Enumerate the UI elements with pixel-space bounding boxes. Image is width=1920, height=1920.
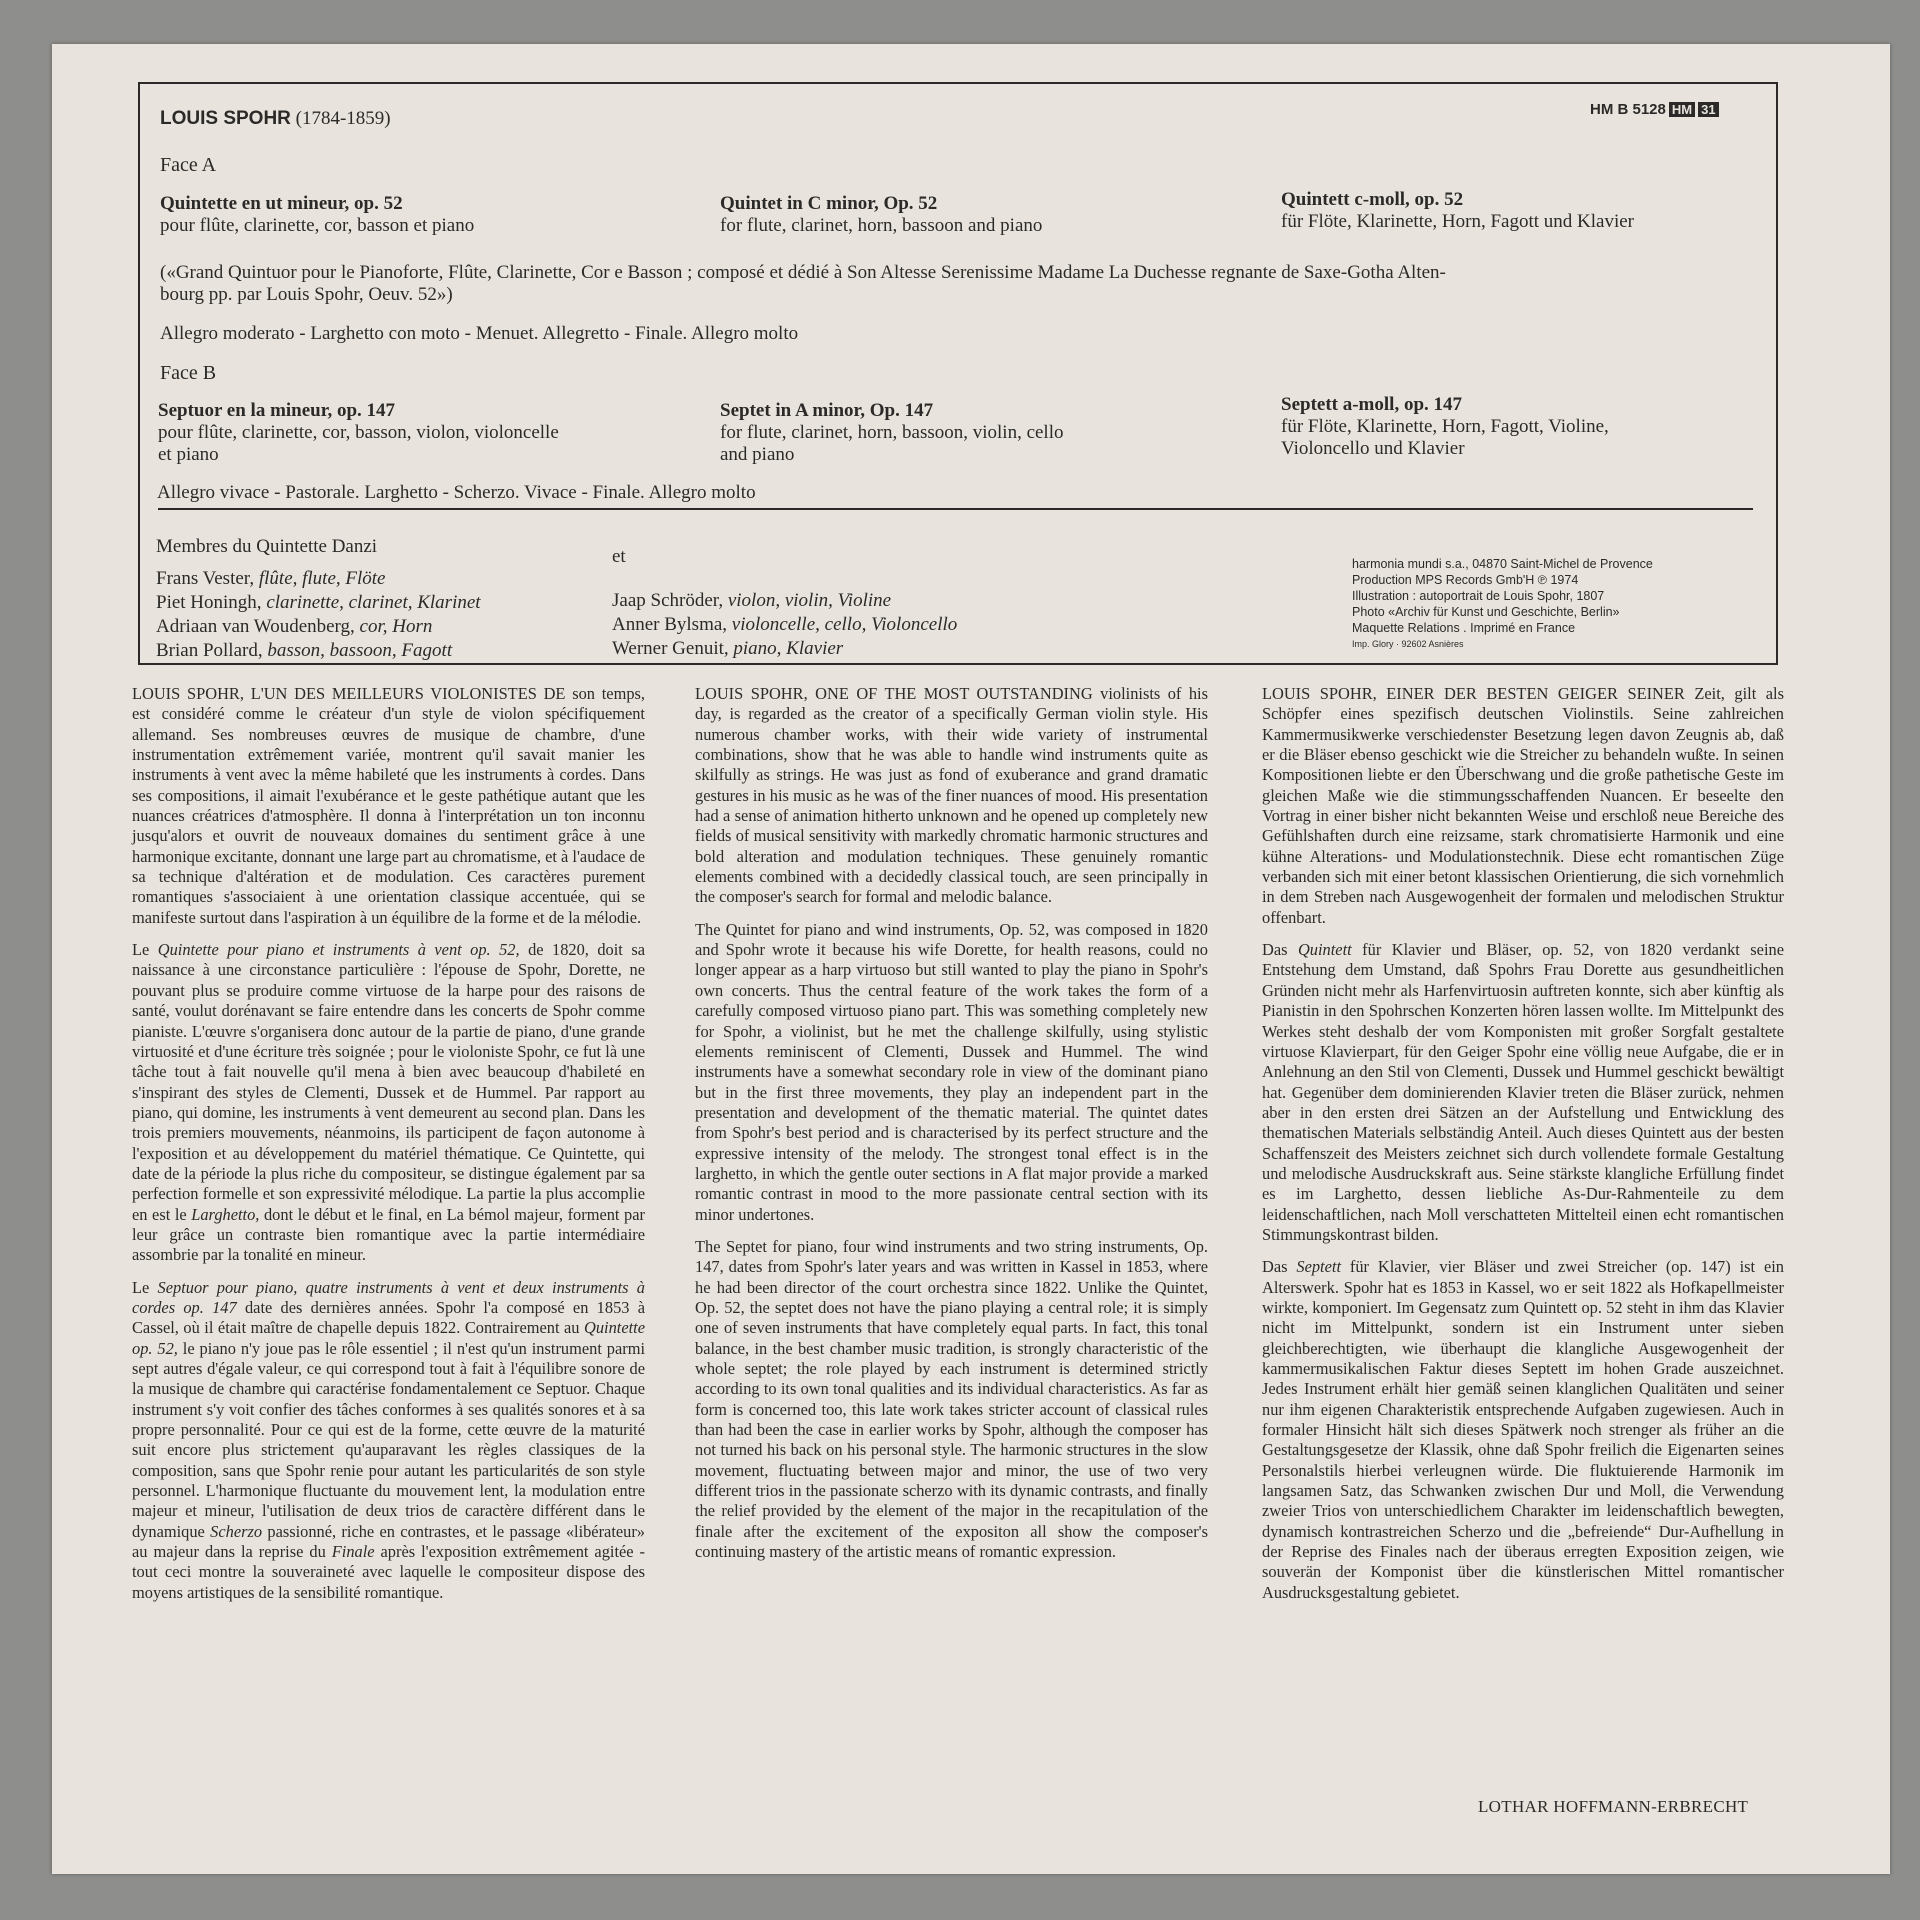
work-instrumentation-cont: and piano (720, 444, 795, 465)
notes-column-english (695, 684, 1208, 1574)
paragraph: The Septet for piano, four wind instruments and two string instruments, Op. 147, dates from Spohr's later years and was written in Kassel in 1853, where he had been director of the court orchestra since 1822. Unlike the Quintet, Op. 52, the septet does not have the piano playing a central role; it is simply one of seven instruments that have completely equal parts. In fact, this tonal balance, in the best chamber music tradition, is strongly characteristic of the whole septet; the role played by each instrument is determined strictly according to its own tonal qualities and its individual characteristics. As far as form is concerned too, this late work takes stricter account of classical rules than had been the case in earlier works by Spohr, although the composer has not turned his back on his personal style. The harmonic structures in the slow movement, fluctuating between major and minor, the use of two very different trios in the passionate scherzo with its dynamic contrasts, and finally the relief provided by the element of the major in the recapitulation of the finale after the excitement of the expositon all show the composer's continuing mastery of the artistic means of romantic expression. (695, 1236, 1208, 1562)
credit-line: Maquette Relations . Imprimé en France (1352, 621, 1576, 635)
catalog-code: HM B 5128 (1590, 101, 1666, 118)
credit-line: Production MPS Records Gmb'H ℗ 1974 (1352, 573, 1579, 587)
production-credits (1352, 556, 1653, 652)
face-a-work-de (1281, 189, 1634, 233)
paragraph: LOUIS SPOHR, EINER DER BESTEN GEIGER SEINER Zeit, gilt als Schöpfer eines spezifisch deutschen Violinstils. Seine zahlreichen Kammermusikwerke verschiedenster Besetzung legen davon Zeugnis ab, daß er die Bläser ebenso geschickt wie die Streicher zu behandeln wußte. In seinen Kompositionen liebte er den Überschwang und die große pathetische Geste im gleichen Maße wie die stimmungsschaffenden Nuancen. Er beseelte den Vortrag in einer bisher nicht bekannten Weise und erschloß neue Bereiche des Gefühlshaften durch eine reizsame, stark chromatisierte Harmonik und eine kühne Alterations- und Modulationstechnik. Diese echt romantischen Züge verbanden sich mit einer betont klassischen Orientierung, die sich vornehmlich in dem Streben nach Ausgewogenheit der formalen und melodischen Struktur offenbart. (1262, 684, 1784, 927)
work-instrumentation: für Flöte, Klarinette, Horn, Fagott, Violine, (1281, 416, 1609, 437)
face-b-movements: Allegro vivace - Pastorale. Larghetto - Scherzo. Vivace - Finale. Allegro molto (157, 482, 756, 503)
paragraph: The Quintet for piano and wind instruments, Op. 52, was composed in 1820 and Spohr wrote it because his wife Dorette, for health reasons, could no longer appear as a harp virtuoso but still wanted to play the piano in Spohr's own concerts. Thus the central feature of the work takes the form of a carefully composed virtuoso piano part. This was something completely new for Spohr, a violinist, but he met the challenge skilfully, using stylistic elements reminiscent of Clementi, Dussek and Hummel. The wind instruments have a somewhat secondary role in view of the dominant piano but in the first three movements, they play an independent part in the presentation and development of the thematic material. The quintet dates from Spohr's best period and is characterised by its perfect structure and the expressive intensity of the melody. The strongest tonal effect is in the larghetto, in which the gentle outer sections in A flat major provide a marked romantic contrast in mood to the more passionate central section with its minor undertones. (695, 919, 1208, 1224)
composer-name: LOUIS SPOHR (160, 108, 291, 129)
work-title: Quintet in C minor, Op. 52 (720, 193, 938, 214)
work-instrumentation: pour flûte, clarinette, cor, basson, violon, violoncelle (158, 422, 559, 443)
face-b-label: Face B (160, 362, 217, 384)
face-a-movements: Allegro moderato - Larghetto con moto - Menuet. Allegretto - Finale. Allegro molto (160, 323, 799, 344)
face-a-work-en (720, 193, 1042, 237)
performer: Brian Pollard, basson, bassoon, Fagott (156, 640, 453, 661)
hm-series-number: 31 (1698, 102, 1718, 117)
composer-dates: (1784-1859) (295, 108, 391, 129)
work-title: Quintette en ut mineur, op. 52 (160, 193, 403, 214)
notes-column-french (132, 684, 645, 1615)
notes-column-german (1262, 684, 1784, 1615)
author-signature: LOTHAR HOFFMANN-ERBRECHT (1478, 1797, 1749, 1816)
face-a-work-fr (160, 193, 474, 237)
performers-list-left (156, 567, 481, 663)
work-instrumentation: for flute, clarinet, horn, bassoon, violin, cello (720, 422, 1064, 443)
hm-logo-icon: HM (1669, 102, 1695, 117)
performers-list-right (612, 589, 957, 661)
work-instrumentation: pour flûte, clarinette, cor, basson et piano (160, 215, 475, 236)
credit-line: Imp. Glory · 92602 Asnières (1352, 639, 1464, 649)
work-instrumentation: für Flöte, Klarinette, Horn, Fagott und Klavier (1281, 211, 1635, 232)
face-b-work-en (720, 400, 1064, 466)
performer: Jaap Schröder, violon, violin, Violine (612, 590, 892, 611)
paragraph: Das Septett für Klavier, vier Bläser und zwei Streicher (op. 147) ist ein Alterswerk. Spohr hat es 1853 in Kassel, wo er seit 1822 als Hofkapellmeister wirkte, komponiert. Im Gegensatz zum Quintett op. 52 steht in ihm das Klavier nicht im Mittelpunkt, sondern ist ein Instrument unter sieben gleichberechtigten, wie überhaupt die klangliche Ausgewogenheit der kammermusikalischen Faktur dieses Septett im hohen Grade auszeichnet. Jedes Instrument erhält hier gemäß seinen klanglichen Qualitäten und seiner nur ihm eigenen Charakteristik entsprechende Aufgaben zugewiesen. Auch in formaler Hinsicht hält sich dieses Spätwerk noch strenger als früher an die Gestaltungsgesetze der Klassik, ohne daß Spohr freilich die Eigenarten seines Personalstils hierbei verleugnen würde. Die fluktuierende Harmonik im langsamen Satz, das Schwanken zwischen Dur und Moll, die Verwendung zweier Trios von unterschiedlichem Charakter im leidenschaftlich bewegten, dynamisch kontrastreichen Scherzo und die „befreiende“ Dur-Aufhellung in der Reprise des Finales nach der überaus erregten Exposition zeigen, wie souverän der Komponist über die künstlerischen Mittel romantischer Ausdrucksgestaltung gebietet. (1262, 1257, 1784, 1602)
face-b-work-de (1281, 394, 1609, 460)
paragraph: Le Quintette pour piano et instruments à vent op. 52, de 1820, doit sa naissance à une circonstance particulière : l'épouse de Spohr, Dorette, ne pouvant plus se produire comme virtuose de la harpe pour des raisons de santé, voulut dorénavant se faire entendre dans les concerts de Spohr comme pianiste. L'œuvre s'organisera donc autour de la partie de piano, d'une grande virtuosité et d'une écriture très soignée ; pour le violoniste Spohr, ce fut là une tâche tout à fait nouvelle qu'il mena à bien avec beaucoup d'habileté en s'inspirant des styles de Clementi, Dussek et de Hummel. Par rapport au piano, qui domine, les instruments à vent demeurent au second plan. Dans les trois premiers mouvements, néanmoins, ils participent de façon autonome à l'exposition et au développement du matériel thématique. Ce Quintette, qui date de la période la plus riche du compositeur, se distingue également par sa perfection formelle et son expressivité mélodique. La partie la plus accomplie en est le Larghetto, dont le début et le final, en La bémol majeur, forment par leur grâce un contraste bien romantique avec la partie intermédiaire assombrie par la tonalité en mineur. (132, 940, 645, 1265)
performer: Werner Genuit, piano, Klavier (612, 638, 844, 659)
performer: Frans Vester, flûte, flute, Flöte (156, 568, 386, 589)
credit-line: Photo «Archiv für Kunst und Geschichte, Berlin» (1352, 605, 1620, 619)
work-title: Quintett c-moll, op. 52 (1281, 189, 1464, 210)
composer-heading (160, 108, 391, 130)
divider (158, 508, 1753, 510)
work-title: Septuor en la mineur, op. 147 (158, 400, 396, 421)
performer: Adriaan van Woudenberg, cor, Horn (156, 616, 433, 637)
performer: Anner Bylsma, violoncelle, cello, Violoncello (612, 614, 958, 635)
work-title: Septett a-moll, op. 147 (1281, 394, 1463, 415)
paragraph: Das Quintett für Klavier und Bläser, op. 52, von 1820 verdankt seine Entstehung dem Umstand, daß Spohrs Frau Dorette aus gesundheitlichen Gründen nicht mehr als Harfenvirtuosin auftreten konnte, sich aber künftig als Pianistin in den Spohrschen Konzerten hören lassen wollte. Im Mittelpunkt des Werkes steht deshalb der vom Komponisten mit großer Sorgfalt gestaltete virtuose Klavierpart, für den Geiger Spohr eine völlig neue Aufgabe, die er in Anlehnung an den Stil von Clementi, Dussek und Hummel geschickt bewältigt hat. Gegenüber dem dominierenden Klavier treten die Bläser zurück, nehmen aber in den ersten drei Sätzen an der Aufstellung und Entwicklung des thematischen Materials selbständig Anteil. Auch dieses Quintett aus der besten Schaffenszeit des Meisters zeichnet sich durch vollendete formale Gestaltung und melodische Ausdruckskraft aus. Seine stärkste klangliche Erfüllung findet es im Larghetto, dessen liebliche As-Dur-Rahmenteile zu dem leidenschaftlichen, nach Moll verschatteten Mittelteil einen echt romantischen Stimmungskontrast bilden. (1262, 940, 1784, 1244)
performer: Piet Honingh, clarinette, clarinet, Klarinet (156, 592, 481, 613)
face-a-dedication-line1: («Grand Quintuor pour le Pianoforte, Flûte, Clarinette, Cor e Basson ; composé et dédié à Son Altesse Serenissime Madame La Duchesse regnante de Saxe-Gotha Alten- (160, 262, 1446, 283)
face-a-dedication-line2: bourg pp. par Louis Spohr, Oeuv. 52») (160, 284, 453, 305)
paragraph: Le Septuor pour piano, quatre instruments à vent et deux instruments à cordes op. 147 date des dernières années. Spohr l'a composé en 1853 à Cassel, où il était maître de chapelle depuis 1822. Contrairement au Quintette op. 52, le piano n'y joue pas le rôle essentiel ; il n'est qu'un instrument parmi sept autres d'égale valeur, ce qui correspond tout à fait à l'équilibre sonore de la musique de chambre qui caractérise fondamentalement ce Septuor. Chaque instrument s'y voit confier des tâches conformes à ses qualités sonores et à sa propre personnalité. Pour ce qui est de la forme, cette œuvre de la maturité suit encore plus strictement qu'auparavant les règles classiques de la composition, sans que Spohr renie pour autant les particularités de son style personnel. L'harmonique fluctuante du mouvement lent, la modulation entre majeur et mineur, l'utilisation de deux trios de caractère différent dans le dynamique Scherzo passionné, riche en contrastes, et le passage «libérateur» au majeur dans la reprise du Finale après l'exposition extrêmement agitée - tout ceci montre la souveraineté avec laquelle le compositeur dispose des moyens artistiques de la sensibilité romantique. (132, 1277, 645, 1602)
ensemble-heading: Membres du Quintette Danzi (156, 536, 378, 557)
paragraph: LOUIS SPOHR, L'UN DES MEILLEURS VIOLONISTES DE son temps, est considéré comme le créateur d'un style de violon spécifiquement allemand. Ses nombreuses œuvres de musique de chambre, d'une instrumentation extrêmement variée, montrent qu'il savait manier les instruments à vent avec la même habileté que les instruments à cordes. Dans ses compositions, il aimait l'exubérance et le geste pathétique autant que les nuances créatrices d'atmosphère. Il donna à l'interprétation un ton inconnu jusqu'alors et ouvrit de nouveaux domaines du sentiment grâce à une harmonique excitante, donnant une large part au chromatisme, et à l'audace de sa technique d'altération et de modulation. Ces caractères purement romantiques s'associaient à une orientation classique accentuée, qui se manifeste surtout dans l'aspiration à un équilibre de la forme et de la mélodie. (132, 684, 645, 927)
work-instrumentation: for flute, clarinet, horn, bassoon and piano (720, 215, 1043, 236)
work-title: Septet in A minor, Op. 147 (720, 400, 934, 421)
face-b-work-fr (158, 400, 559, 466)
catalog-number (1590, 101, 1719, 118)
work-instrumentation-cont: et piano (158, 444, 219, 465)
performers-et: et (612, 546, 626, 567)
work-instrumentation-cont: Violoncello und Klavier (1281, 438, 1465, 459)
credit-line: Illustration : autoportrait de Louis Spohr, 1807 (1352, 589, 1605, 603)
paragraph: LOUIS SPOHR, ONE OF THE MOST OUTSTANDING violinists of his day, is regarded as the creator of a specifically German violin style. His numerous chamber works, with their wide variety of instrumental combinations, show that he was able to handle wind instruments quite as skilfully as strings. He was just as fond of exuberance and grand dramatic gestures in his music as he was of the finer nuances of mood. His presentation had a sense of animation hitherto unknown and he opened up completely new fields of musical sensitivity with markedly chromatic harmonic structures and bold alteration and modulation techniques. These genuinely romantic elements combined with a decidedly classical touch, are seen principally in the composer's search for formal and melodic balance. (695, 684, 1208, 907)
face-a-label: Face A (160, 154, 217, 176)
credit-line: harmonia mundi s.a., 04870 Saint-Michel de Provence (1352, 557, 1653, 571)
